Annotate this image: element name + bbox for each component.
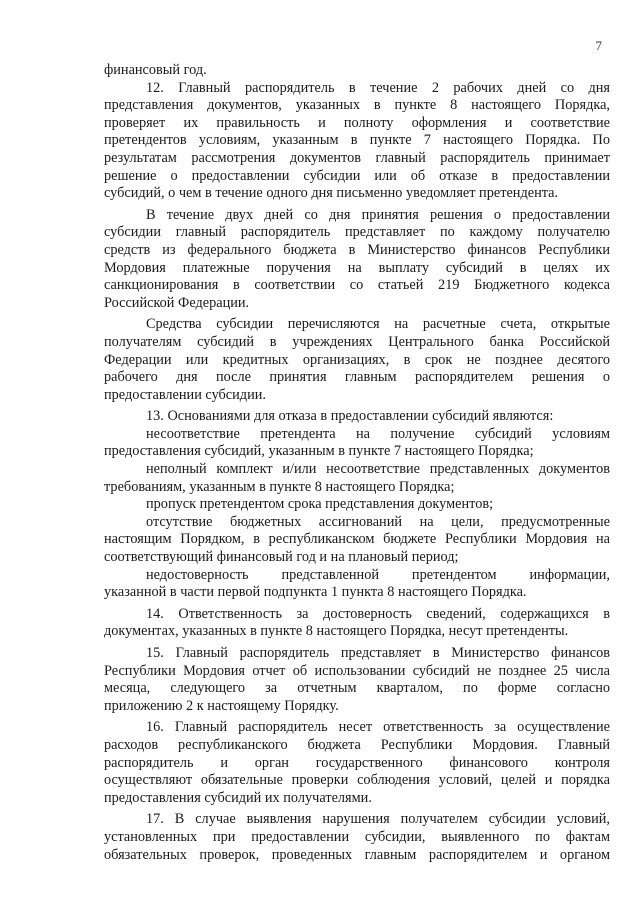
text-line: финансовый год. <box>104 62 207 78</box>
text-line: 16. Главный распорядитель несет ответственность за осуществление <box>146 719 610 736</box>
page-number: 7 <box>595 38 602 53</box>
text-line: неполный комплект и/или несоответствие представленных документов <box>146 461 610 478</box>
text-line: пропуск претендентом срока представления документов; <box>146 496 494 513</box>
text-line: предоставления субсидий их получателями. <box>104 789 372 806</box>
text-line: субсидии главный распорядитель представляет по каждому получателю <box>104 224 610 241</box>
text-line: санкционирования в соответствии со статьей 219 Бюджетного кодекса <box>104 277 610 294</box>
text-line: обязательных проверок, проведенных главным распорядителем и органом <box>104 846 610 863</box>
text-line: распорядитель и орган государственного финансового контроля <box>104 754 610 771</box>
text-line: субсидий, о чем в течение одного дня письменно уведомляет претендента. <box>104 185 559 202</box>
text-line: настоящим Порядком, в республиканском бюджете Республики Мордовия на <box>104 531 610 548</box>
text-line: 13. Основаниями для отказа в предоставлении субсидий являются: <box>146 408 554 425</box>
text-line: Средства субсидии перечисляются на расчетные счета, открытые <box>146 316 610 333</box>
text-line: указанной в части первой подпункта 1 пункта 8 настоящего Порядка. <box>104 584 527 601</box>
text-line: 14. Ответственность за достоверность сведений, содержащихся в <box>146 605 610 622</box>
text-line: установленных при предоставлении субсидии, выявленного по фактам <box>104 828 610 845</box>
text-line: документах, указанных в пункте 8 настоящего Порядка, несут претенденты. <box>104 623 569 640</box>
text-line: соответствующий финансовый год и на плановый период; <box>104 549 459 566</box>
text-line: Мордовия платежные поручения на выплату субсидий в целях их <box>104 259 610 276</box>
text-line: несоответствие претендента на получение субсидий условиям <box>146 425 610 442</box>
text-line: В течение двух дней со дня принятия решения о предоставлении <box>146 206 610 223</box>
text-line: проверяет их правильность и полноту оформления и соответствие <box>104 114 610 131</box>
text-line: предоставлении субсидии. <box>104 386 266 403</box>
text-line: 17. В случае выявления нарушения получателем субсидии условий, <box>146 811 610 828</box>
text-line: получателям субсидий в учреждениях Центрального банка Российской <box>104 333 610 350</box>
text-line: 15. Главный распорядитель представляет в Министерство финансов <box>146 645 610 661</box>
text-line: расходов республиканского бюджета Республики Мордовия. Главный <box>104 736 610 753</box>
text-line: 12. Главный распорядитель в течение 2 рабочих дней со дня <box>146 79 610 96</box>
text-line: решение о предоставлении субсидии или об отказе в предоставлении <box>104 167 610 184</box>
text-line: отсутствие бюджетных ассигнований на цели, предусмотренные <box>146 513 610 530</box>
text-line: Российской Федерации. <box>104 294 250 311</box>
text-line: претендентов условиям, указанным в пункте 7 настоящего Порядка. По <box>104 132 610 149</box>
text-line: рабочего дня после принятия главным распорядителем решения о <box>104 369 610 386</box>
text-line: осуществляют обязательные проверки соблюдения условий, целей и порядка <box>104 772 610 789</box>
text-line: Федерации или кредитных организациях, в срок не позднее десятого <box>104 351 610 368</box>
text-line: требованиям, указанным в пункте 8 настоящего Порядка; <box>104 478 455 495</box>
text-line: приложению 2 к настоящему Порядку. <box>104 697 339 714</box>
document-body <box>104 62 610 864</box>
text-line: представления документов, указанных в пункте 8 настоящего Порядка, <box>104 97 610 114</box>
text-line: предоставления субсидий, указанным в пункте 7 настоящего Порядка; <box>104 443 534 460</box>
text-line: результатам рассмотрения документов главный распорядитель принимает <box>104 149 610 166</box>
text-line: Республики Мордовия отчет об использовании субсидий не позднее 25 числа <box>104 662 610 679</box>
text-line: средств из федерального бюджета в Министерство финансов Республики <box>104 241 610 258</box>
text-line: месяца, следующего за отчетным кварталом, по форме согласно <box>104 680 610 697</box>
text-line: недостоверность представленной претендентом информации, <box>146 566 610 583</box>
